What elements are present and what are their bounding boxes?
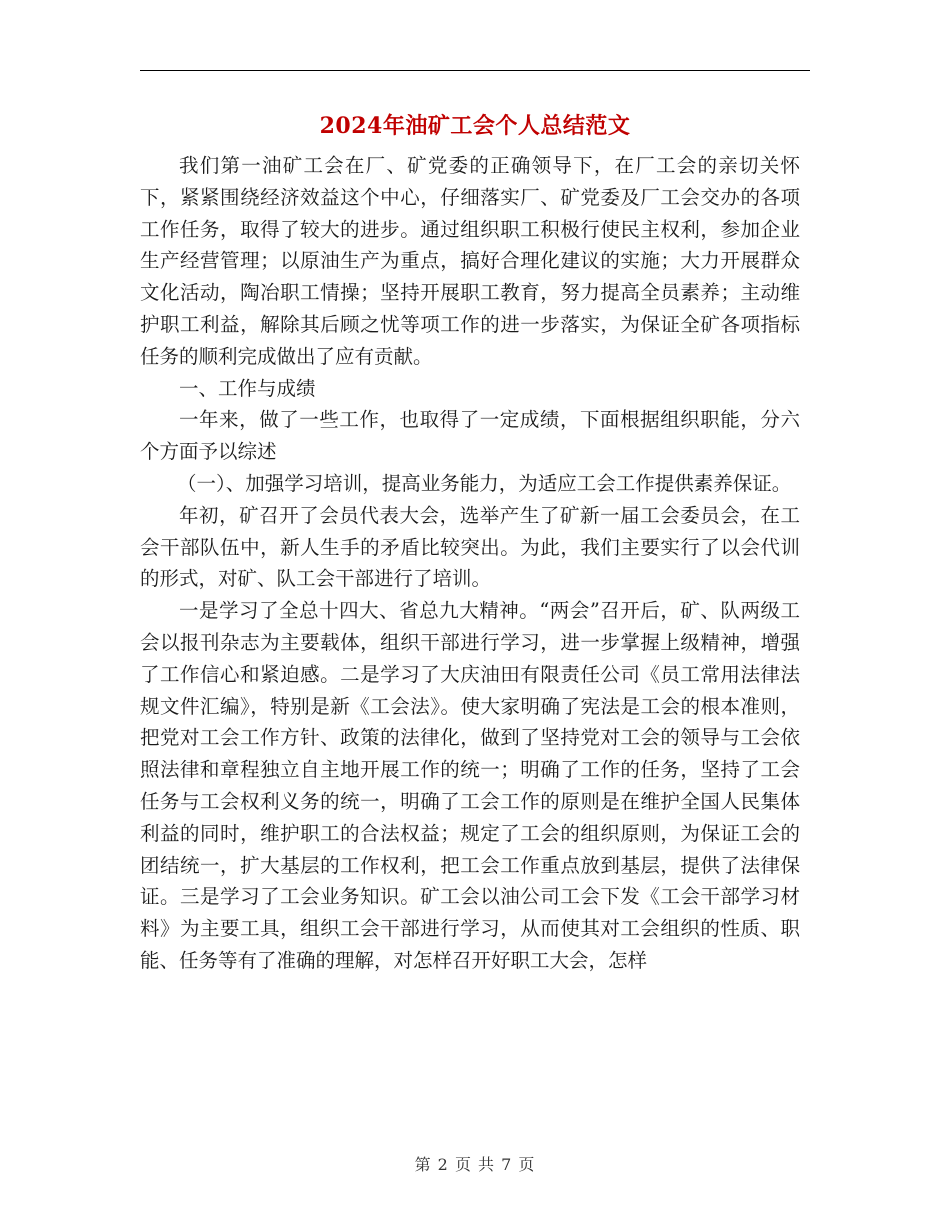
paragraph-intro: 我们第一油矿工会在厂、矿党委的正确领导下，在厂工会的亲切关怀下，紧紧围绕经济效益这个中心，仔细落实厂、矿党委及厂工会交办的各项工作任务，取得了较大的进步。通过组织职工积极行使民主权利，参加企业生产经营管理；以原油生产为重点，搞好合理化建议的实施；大力开展群众文化活动，陶冶职工情操；坚持开展职工教育，努力提高全员素养；主动维护职工利益，解除其后顾之忧等项工作的进一步落实，为保证全矿各项指标任务的顺利完成做出了应有贡献。 — [140, 154, 800, 368]
paragraph-training: 年初，矿召开了会员代表大会，选举产生了矿新一届工会委员会，在工会干部队伍中，新人生手的矛盾比较突出。为此，我们主要实行了以会代训的形式，对矿、队工会干部进行了培训。 — [140, 503, 800, 591]
document-title: 2024年油矿工会个人总结范文 — [319, 113, 631, 139]
document-body — [140, 150, 800, 977]
section-heading-work-achievements: 一、工作与成绩 — [179, 376, 316, 400]
paragraph-overview: 一年来，做了一些工作，也取得了一定成绩，下面根据组织职能，分六个方面予以综述 — [140, 408, 800, 464]
header-rule — [140, 70, 810, 71]
page-number-footer: 第 2 页 共 7 页 — [414, 1155, 536, 1174]
paragraph-study-details: 一是学习了全总十四大、省总九大精神。“两会”召开后，矿、队两级工会以报刊杂志为主要载体，组织干部进行学习，进一步掌握上级精神，增强了工作信心和紧迫感。二是学习了大庆油田有限责任公司《员工常用法律法规文件汇编》，特别是新《工会法》。使大家明确了宪法是工会的根本准则，把党对工会工作方针、政策的法律化，做到了坚持党对工会的领导与工会依照法律和章程独立自主地开展工作的统一；明确了工作的任务，坚持了工会任务与工会权利义务的统一，明确了工会工作的原则是在维护全国人民集体利益的同时，维护职工的合法权益；规定了工会的组织原则，为保证工会的团结统一，扩大基层的工作权利，把工会工作重点放到基层，提供了法律保证。三是学习了工会业务知识。矿工会以油公司工会下发《工会干部学习材料》为主要工具，组织工会干部进行学习，从而使其对工会组织的性质、职能、任务等有了准确的理解，对怎样召开好职工大会，怎样 — [140, 599, 800, 972]
subsection-heading-1: （一）、加强学习培训，提高业务能力，为适应工会工作提供素养保证。 — [177, 471, 792, 495]
